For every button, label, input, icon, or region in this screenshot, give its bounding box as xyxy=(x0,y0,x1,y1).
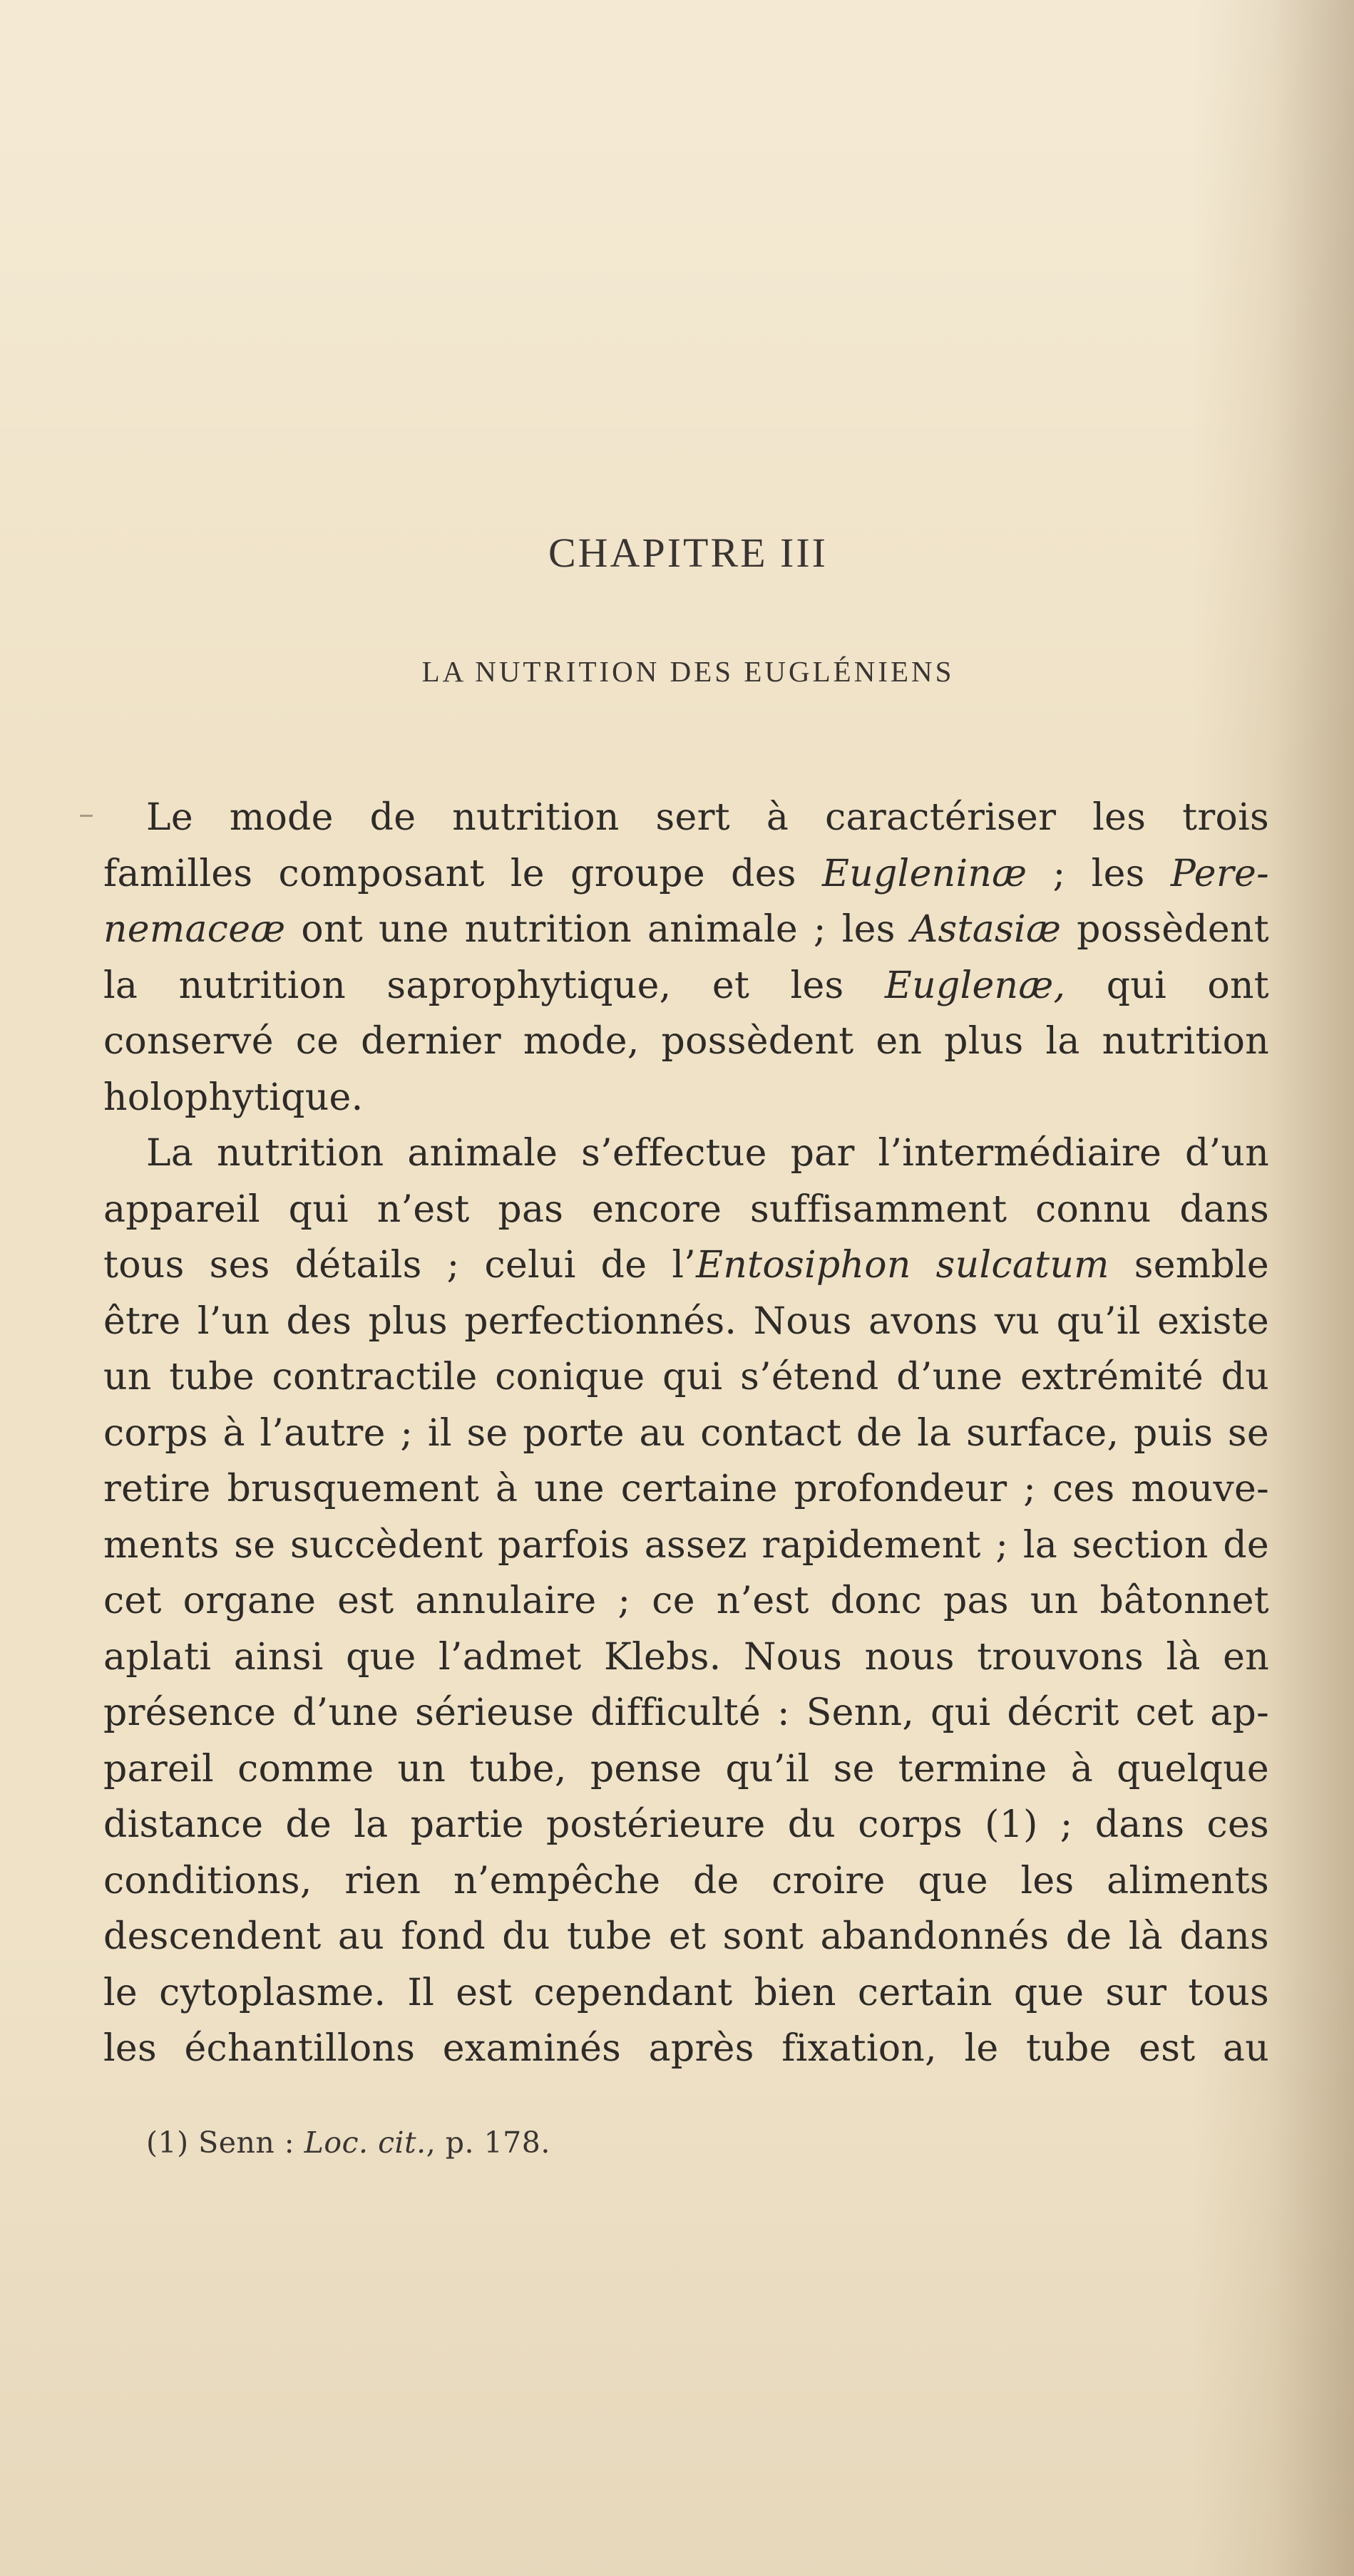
italic-term: Entosiphon sulcatum xyxy=(696,1244,1109,1287)
text-line xyxy=(103,1294,1269,1350)
text-segment: présence d’une sérieuse difficulté : Senn, qui décrit cet ap- xyxy=(103,1691,1269,1734)
text-line xyxy=(103,1349,1269,1406)
italic-term: Pere- xyxy=(1170,852,1269,895)
footnote-citation: Loc. cit. xyxy=(304,2126,426,2160)
text-line xyxy=(103,1070,1269,1126)
text-line xyxy=(103,1461,1269,1518)
text-segment: appareil qui n’est pas encore suffisamment connu dans xyxy=(103,1187,1269,1231)
text-segment: tous ses détails ; celui de l’ xyxy=(103,1244,697,1287)
footnote xyxy=(146,2126,550,2160)
text-segment: descendent au fond du tube et sont abandonnés de là dans xyxy=(103,1915,1269,1958)
italic-term: Eugleninæ xyxy=(822,852,1027,895)
italic-term: Euglenæ, xyxy=(884,964,1066,1007)
italic-term: nemaceæ xyxy=(103,908,286,951)
text-segment: distance de la partie postérieure du corps (1) ; dans ces xyxy=(103,1803,1269,1846)
text-segment: ont une nutrition animale ; les xyxy=(285,908,911,951)
italic-term: Astasiæ xyxy=(911,908,1062,951)
chapter-title: CHAPITRE III xyxy=(548,530,828,576)
text-segment: retire brusquement à une certaine profondeur ; ces mouve- xyxy=(103,1468,1269,1510)
footnote-text: (1) Senn : xyxy=(146,2126,304,2160)
text-segment: ments se succèdent parfois assez rapidement ; la section de xyxy=(103,1523,1269,1567)
text-segment: les échantillons examinés après fixation, le tube est au xyxy=(103,2027,1269,2070)
text-segment: La nutrition animale s’effectue par l’intermédiaire d’un xyxy=(146,1132,1269,1175)
text-segment: ; les xyxy=(1027,852,1171,895)
text-line xyxy=(103,1406,1269,1462)
text-line xyxy=(103,2021,1269,2077)
text-segment: aplati ainsi que l’admet Klebs. Nous nous trouvons là en xyxy=(103,1635,1269,1679)
text-segment: Le mode de nutrition sert à caractériser les trois xyxy=(146,796,1269,839)
text-line xyxy=(103,1125,1269,1182)
text-line xyxy=(103,1518,1269,1574)
text-line xyxy=(103,1909,1269,1965)
text-line xyxy=(103,1965,1269,2021)
text-line xyxy=(103,1629,1269,1686)
text-line xyxy=(103,1573,1269,1629)
text-segment: corps à l’autre ; il se porte au contact de la surface, puis se xyxy=(103,1411,1269,1455)
text-segment: conservé ce dernier mode, possèdent en plus la nutrition xyxy=(103,1020,1269,1063)
text-segment: un tube contractile conique qui s’étend d’une extrémité du xyxy=(103,1356,1269,1398)
text-line xyxy=(103,1797,1269,1853)
body-text xyxy=(103,790,1269,2077)
text-segment: possèdent xyxy=(1061,908,1269,951)
text-segment: conditions, rien n’empêche de croire que les aliments xyxy=(103,1859,1269,1902)
text-segment: semble xyxy=(1109,1244,1269,1287)
text-segment: la nutrition saprophytique, et les xyxy=(103,964,885,1007)
text-line xyxy=(103,790,1269,846)
text-segment: le cytoplasme. Il est cependant bien certain que sur tous xyxy=(103,1971,1269,2014)
text-line xyxy=(103,902,1269,958)
margin-mark xyxy=(80,815,93,817)
text-segment: pareil comme un tube, pense qu’il se termine à quelque xyxy=(103,1747,1269,1791)
text-segment: être l’un des plus perfectionnés. Nous avons vu qu’il existe xyxy=(103,1299,1269,1343)
text-line xyxy=(103,1685,1269,1741)
footnote-text: , p. 178. xyxy=(426,2126,550,2160)
text-line xyxy=(103,1182,1269,1238)
text-line xyxy=(103,1237,1269,1294)
text-line xyxy=(103,1741,1269,1798)
text-line xyxy=(103,958,1269,1014)
text-line xyxy=(103,1853,1269,1910)
text-segment: familles composant le groupe des xyxy=(103,852,823,895)
text-segment: cet organe est annulaire ; ce n’est donc pas un bâtonnet xyxy=(103,1580,1269,1622)
text-line xyxy=(103,846,1269,902)
text-line xyxy=(103,1014,1269,1070)
chapter-subtitle: LA NUTRITION DES EUGLÉNIENS xyxy=(421,655,955,688)
text-segment: holophytique. xyxy=(103,1076,364,1119)
text-segment: qui ont xyxy=(1065,964,1269,1007)
